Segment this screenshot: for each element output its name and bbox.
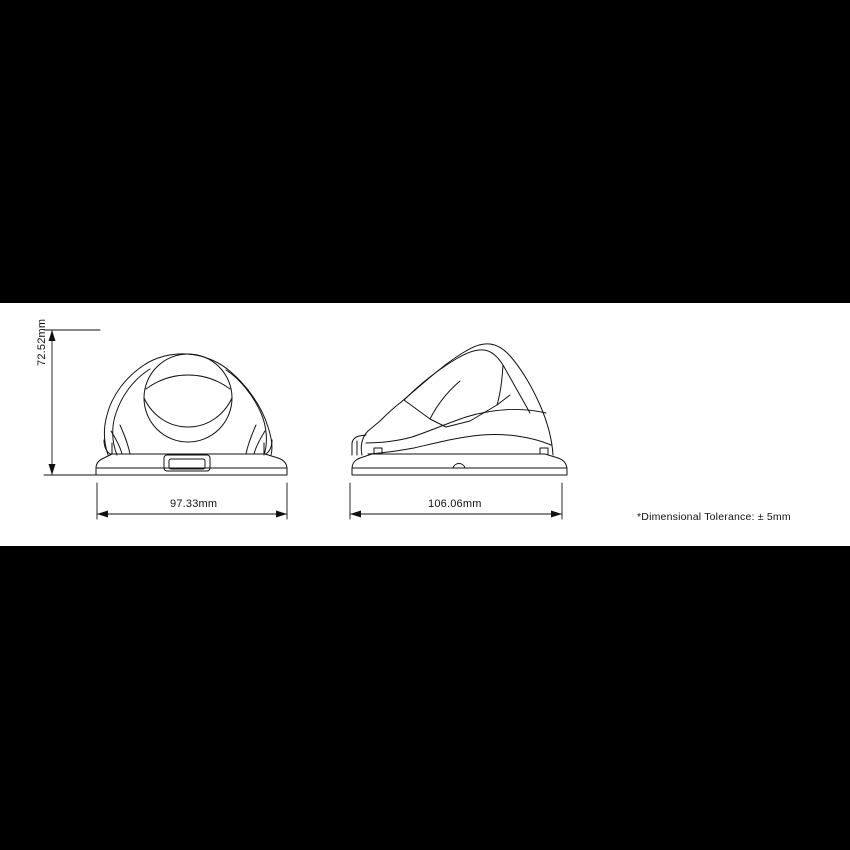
side-view-outline: [352, 344, 567, 475]
drawing-panel: [0, 303, 850, 546]
side-width-dimension-label: 106.06mm: [428, 498, 482, 510]
front-view-outline: [96, 354, 287, 475]
height-dimension-label: 72.52mm: [36, 318, 48, 366]
front-width-dimension-label: 97.33mm: [170, 498, 218, 510]
height-dimension: [44, 330, 100, 475]
tolerance-note: *Dimensional Tolerance: ± 5mm: [637, 511, 791, 523]
technical-drawing: [0, 303, 850, 546]
